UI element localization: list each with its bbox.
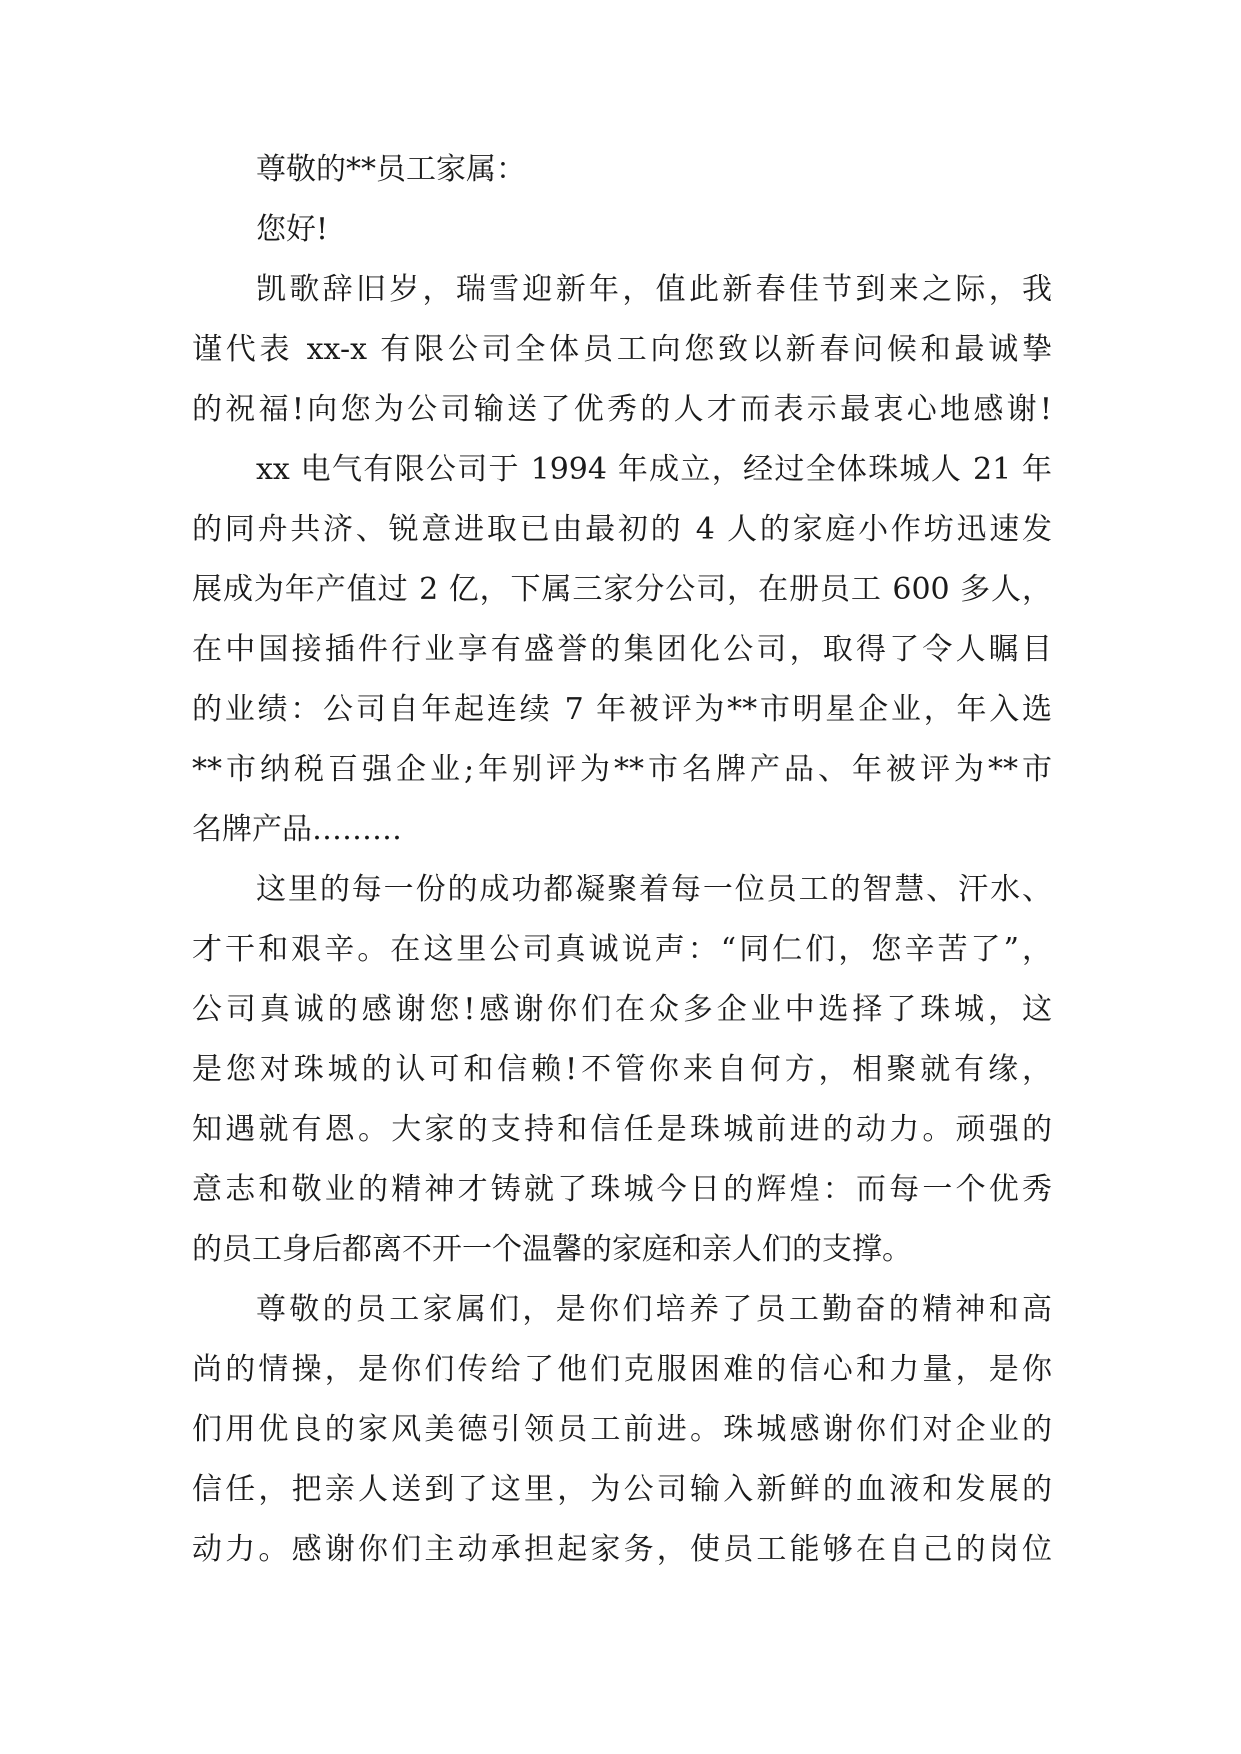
paragraph-line: 的祝福!向您为公司输送了优秀的人才而表示最衷心地感谢! (192, 392, 1052, 427)
paragraph-line: 展成为年产值过 2 亿，下属三家分公司，在册员工 600 多人， (192, 572, 1052, 607)
paragraph-line: 知遇就有恩。大家的支持和信任是珠城前进的动力。顽强的 (192, 1112, 1052, 1147)
paragraph-line: 名牌产品……… (192, 812, 402, 847)
paragraph-line: 们用优良的家风美德引领员工前进。珠城感谢你们对企业的 (192, 1412, 1052, 1447)
paragraph-line: 的员工身后都离不开一个温馨的家庭和亲人们的支撑。 (192, 1232, 912, 1267)
paragraph-line: 在中国接插件行业享有盛誉的集团化公司，取得了令人瞩目 (192, 632, 1052, 667)
paragraph-line: 才干和艰辛。在这里公司真诚说声：“同仁们，您辛苦了”， (192, 932, 1052, 967)
paragraph-line: xx 电气有限公司于 1994 年成立，经过全体珠城人 21 年 (256, 452, 1052, 487)
paragraph-line: 尚的情操，是你们传给了他们克服困难的信心和力量，是你 (192, 1352, 1052, 1387)
paragraph-line: 的同舟共济、锐意进取已由最初的 4 人的家庭小作坊迅速发 (192, 512, 1052, 547)
paragraph-line: 意志和敬业的精神才铸就了珠城今日的辉煌：而每一个优秀 (192, 1172, 1052, 1207)
paragraph-line: 是您对珠城的认可和信赖!不管你来自何方，相聚就有缘， (192, 1052, 1052, 1087)
paragraph-line: 尊敬的员工家属们，是你们培养了员工勤奋的精神和高 (256, 1292, 1052, 1327)
salutation: 尊敬的**员工家属： (256, 152, 526, 187)
paragraph-line: 信任，把亲人送到了这里，为公司输入新鲜的血液和发展的 (192, 1472, 1052, 1507)
paragraph-line: **市纳税百强企业;年别评为**市名牌产品、年被评为**市 (192, 752, 1052, 787)
paragraph-line: 这里的每一份的成功都凝聚着每一位员工的智慧、汗水、 (256, 872, 1052, 907)
paragraph-line: 的业绩：公司自年起连续 7 年被评为**市明星企业，年入选 (192, 692, 1052, 727)
greeting: 您好! (256, 212, 329, 247)
paragraph-line: 公司真诚的感谢您!感谢你们在众多企业中选择了珠城，这 (192, 992, 1052, 1027)
paragraph-line: 谨代表 xx-x 有限公司全体员工向您致以新春问候和最诚挚 (192, 332, 1052, 367)
paragraph-line: 动力。感谢你们主动承担起家务，使员工能够在自己的岗位 (192, 1532, 1052, 1567)
paragraph-line: 凯歌辞旧岁，瑞雪迎新年，值此新春佳节到来之际，我 (256, 272, 1052, 307)
